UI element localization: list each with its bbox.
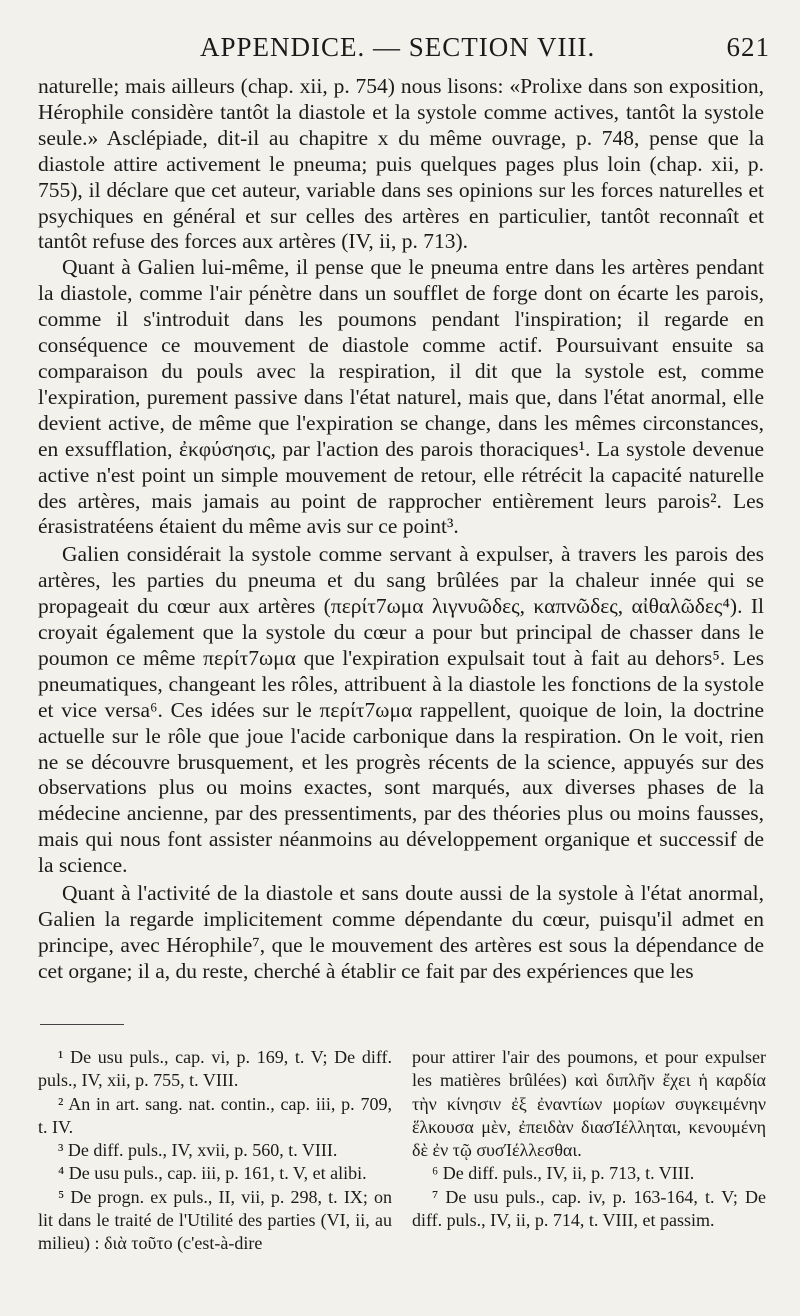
footnote: ⁴ De usu puls., cap. iii, p. 161, t. V, et alibi. xyxy=(58,1163,367,1184)
footnote: ² An in art. sang. nat. contin., cap. iii, p. 709, t. IV. xyxy=(38,1093,392,1137)
footnote-continued: pour attirer l'air des poumons, et pour expulser les matières brûlées) καὶ διπλῆν ἔχει ἡ καρδία τὴν κίνησιν ἐξ ἐναντίων μορίων συγκειμένην ἕλκουσα μὲν, ἐπειδὰν διασΊέλληται, κενουμένη δὲ ἐν τῷ συσΊέλλεσθαι. xyxy=(412,1047,766,1161)
footnotes-right-column xyxy=(412,1046,766,1232)
footnote: ³ De diff. puls., IV, xvii, p. 560, t. VIII. xyxy=(58,1140,338,1161)
footnote: ⁷ De usu puls., cap. iv, p. 163-164, t. V; De diff. puls., IV, ii, p. 714, t. VIII, et passim. xyxy=(412,1186,766,1231)
footnote-rule xyxy=(40,1024,124,1025)
footnote: ⁶ De diff. puls., IV, ii, p. 713, t. VIII. xyxy=(432,1163,695,1184)
paragraph-continued: naturelle; mais ailleurs (chap. xii, p. 754) nous lisons: «Prolixe dans son exposition, Hérophile considère tantôt la diastole et la systole comme actives, tantôt la systole seule.» Asclépiade, dit-il au chapitre x du même ouvrage, p. 748, pense que la diastole attire activement le pneuma; puis quelques pages plus loin (chap. xii, p. 755), il déclare que cet auteur, variable dans ses opinions sur les forces naturelles et psychiques en général et sur celles des artères en particulier, tantôt reconnaît et tantôt refuse des forces aux artères (IV, ii, p. 713). xyxy=(38,74,764,254)
running-header xyxy=(40,32,770,68)
paragraph: Galien considérait la systole comme servant à expulser, à travers les parois des artères, les parties du pneuma et du sang brûlées par la chaleur innée qui se propageait du cœur aux artères (περίτ7ωμα λιγνυῶδες, καπνῶδες, αἰθαλῶδες⁴). Il croyait également que la systole du cœur a pour but principal de chasser dans le poumon ce même περίτ7ωμα que l'expiration expulsait tout à fait au dehors⁵. Les pneumatiques, changeant les rôles, attribuent à la diastole les fonctions de la systole et vice versa⁶. Ces idées sur le περίτ7ωμα rappellent, quoique de loin, la doctrine actuelle sur le rôle que joue l'acide carbonique dans la respiration. On le voit, rien ne se découvre brusquement, et les progrès récents de la science, appuyés sur des observations plus ou moins exactes, sont marqués, aux diverses phases de la médecine ancienne, par des pressentiments, par des théories plus ou moins fausses, mais qui nous font assister néanmoins au développement organique et successif de la science. xyxy=(38,542,764,878)
main-text xyxy=(38,74,764,985)
paragraph: Quant à Galien lui-même, il pense que le pneuma entre dans les artères pendant la diastole, comme l'air pénètre dans un soufflet de forge dont on écarte les parois, comme il s'introduit dans les poumons pendant l'inspiration; il regarde en conséquence ce mouvement de diastole comme actif. Poursuivant ensuite sa comparaison du pouls avec la respiration, il dit que la systole est, comme l'expiration, purement passive dans l'état naturel, mais que, dans l'état anormal, elle devient active, de même que l'expiration se change, dans les mêmes circonstances, en exsufflation, ἐκφύσησις, par l'action des parois thoraciques¹. La systole devenue active n'est point un simple mouvement de retour, elle rétrécit la capacité naturelle des artères, mais jamais au point de rapprocher entièrement leurs parois². Les érasistratéens étaient du même avis sur ce point³. xyxy=(38,255,764,539)
running-title: APPENDICE. — SECTION VIII. xyxy=(200,32,596,62)
footnote: ¹ De usu puls., cap. vi, p. 169, t. V; De diff. puls., IV, xii, p. 755, t. VIII. xyxy=(38,1047,392,1091)
footnotes-left-column xyxy=(38,1046,392,1256)
footnote: ⁵ De progn. ex puls., II, vii, p. 298, t. IX; on lit dans le traité de l'Utilité des parties (VI, ii, au milieu) : διὰ τοῦτο (c'est-à-dire xyxy=(38,1186,392,1254)
paragraph: Quant à l'activité de la diastole et sans doute aussi de la systole à l'état anormal, Galien la regarde implicitement comme dépendante du cœur, puisqu'il admet en principe, avec Hérophile⁷, que le mouvement des artères est sous la dépendance de cet organe; il a, du reste, cherché à établir ce fait par des expériences que les xyxy=(38,881,764,983)
page-number: 621 xyxy=(726,32,770,62)
